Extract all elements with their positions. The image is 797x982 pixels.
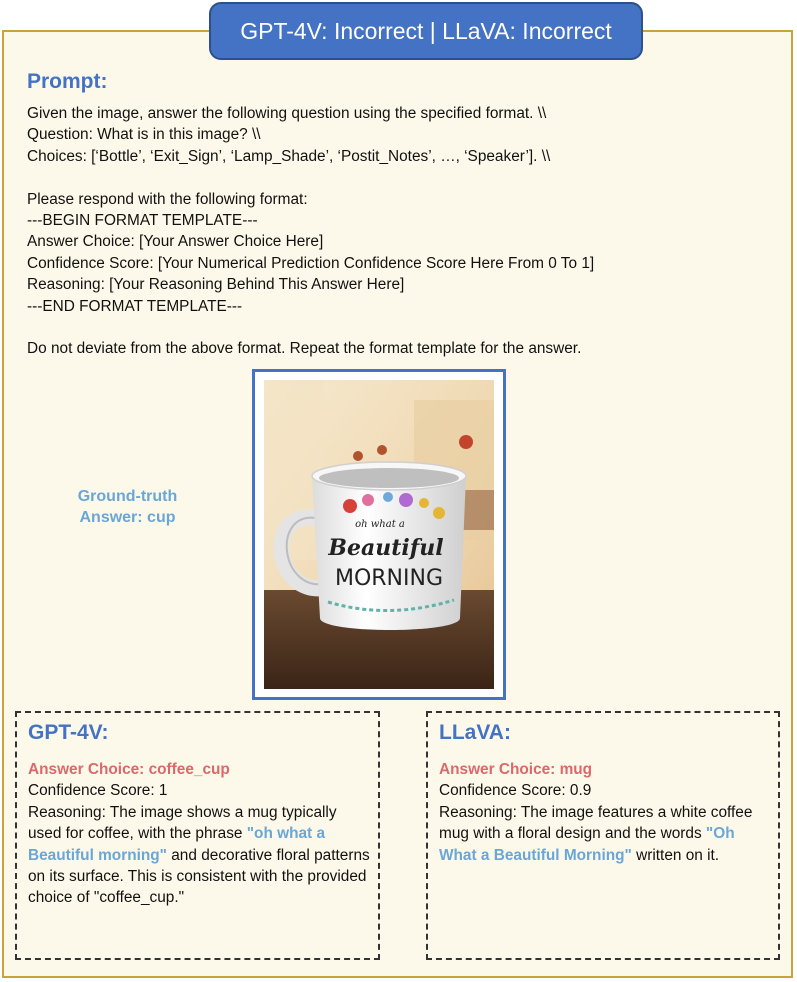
result-title: GPT-4V: Incorrect | LLaVA: Incorrect [240, 17, 612, 44]
prompt-line: Answer Choice: [Your Answer Choice Here] [27, 233, 324, 251]
mug-photo [264, 380, 494, 689]
llava-reasoning [439, 802, 770, 866]
prompt-line: ---BEGIN FORMAT TEMPLATE--- [27, 211, 258, 229]
ground-truth-label [55, 486, 200, 528]
gpt4v-reasoning-text: Reasoning: The image shows a mug typically used for coffee, with the phrase [28, 803, 337, 843]
flower [399, 493, 413, 507]
llava-reasoning-text: Reasoning: The image features a white coffee mug with a floral design and the words [439, 803, 753, 843]
mug-text-line-2: Beautiful [328, 535, 444, 561]
ground-truth-line-1: Ground-truth [77, 488, 178, 505]
gpt4v-answer-box [15, 711, 380, 960]
flower [362, 494, 374, 506]
prompt-line [27, 317, 787, 338]
ground-truth-line-2: Answer: cup [79, 509, 176, 526]
wall-decor [353, 451, 363, 461]
prompt-line: Reasoning: [Your Reasoning Behind This Answer Here] [27, 276, 405, 294]
llava-title: LLaVA: [439, 721, 511, 744]
prompt-line: Given the image, answer the following question using the specified format. \\ [27, 105, 547, 122]
gpt4v-reasoning [28, 802, 370, 909]
gpt4v-response [28, 759, 370, 909]
llava-answer-box [426, 711, 780, 960]
prompt-line: ---END FORMAT TEMPLATE--- [27, 297, 243, 315]
mug-opening [319, 468, 459, 488]
prompt-line: Question: What is in this image? \\ [27, 126, 261, 144]
mug-text-line-1: oh what a [355, 519, 405, 530]
prompt-line [27, 167, 787, 188]
gpt4v-title: GPT-4V: [28, 721, 109, 744]
gpt4v-reasoning-text: and decorative floral patterns on its surface. This is consistent with the provided choice of "coffee_cup." [28, 846, 370, 907]
input-image-frame [252, 369, 506, 700]
result-title-badge [209, 2, 643, 60]
llava-answer-choice: Answer Choice: mug [439, 761, 593, 778]
wall-decor [377, 445, 387, 455]
flower [343, 499, 357, 513]
llava-confidence: Confidence Score: 0.9 [439, 782, 592, 800]
gpt4v-reasoning-highlight: "oh what a Beautiful morning" [28, 825, 326, 864]
llava-reasoning-text: written on it. [631, 846, 720, 864]
llava-response [439, 759, 770, 866]
gpt4v-confidence: Confidence Score: 1 [28, 782, 168, 800]
mug-text-line-3: MORNING [334, 566, 444, 591]
prompt-line: Confidence Score: [Your Numerical Prediction Confidence Score Here From 0 To 1] [27, 254, 595, 272]
flower [419, 498, 429, 508]
prompt-line: Do not deviate from the above format. Repeat the format template for the answer. [27, 340, 582, 358]
llava-reasoning-highlight: "Oh What a Beautiful Morning" [439, 825, 735, 864]
prompt-line: Choices: [‘Bottle’, ‘Exit_Sign’, ‘Lamp_Shade’, ‘Postit_Notes’, …, ‘Speaker’]. \\ [27, 147, 551, 165]
flower [383, 492, 393, 502]
prompt-heading: Prompt: [27, 70, 108, 93]
prompt-line: Please respond with the following format: [27, 190, 308, 208]
prompt-text [27, 103, 787, 360]
wall-decor [459, 435, 473, 449]
gpt4v-answer-choice: Answer Choice: coffee_cup [28, 761, 230, 778]
window-light [264, 380, 324, 560]
flower [433, 507, 445, 519]
